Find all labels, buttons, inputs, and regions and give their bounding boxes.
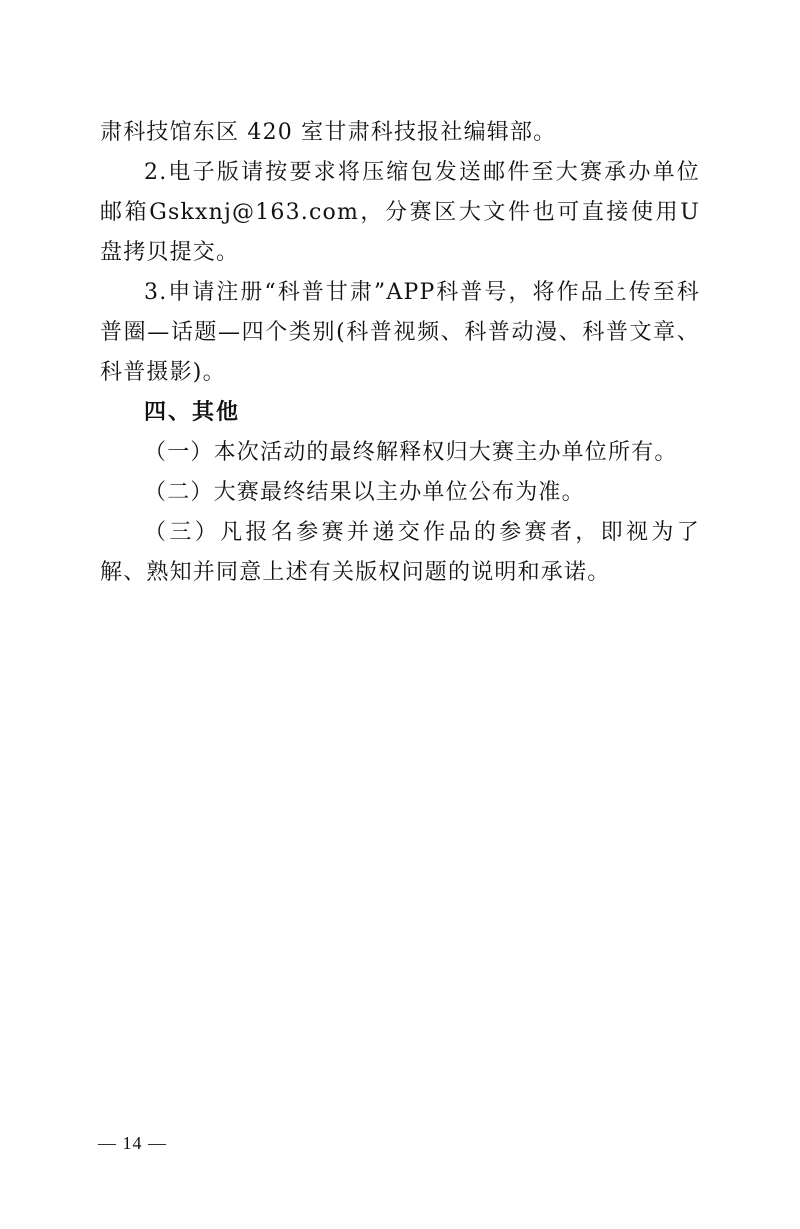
paragraph-electronic-submission: 2.电子版请按要求将压缩包发送邮件至大赛承办单位邮箱Gskxnj@163.com，分赛区大文件也可直接使用U盘拷贝提交。 bbox=[100, 160, 700, 265]
section-heading-other: 四、其他 bbox=[144, 400, 241, 425]
list-item: （二）大赛最终结果以主办单位公布为准。 bbox=[144, 480, 585, 505]
document-body bbox=[100, 113, 700, 593]
list-item: （三）凡报名参赛并递交作品的参赛者，即视为了解、熟知并同意上述有关版权问题的说明和承诺。 bbox=[100, 520, 700, 585]
paragraph-address-continued: 肃科技馆东区 420 室甘肃科技报社编辑部。 bbox=[100, 120, 557, 145]
page-number: — 14 — bbox=[98, 1133, 167, 1153]
paragraph-app-upload: 3.申请注册“科普甘肃”APP科普号，将作品上传至科普圈—话题—四个类别(科普视频、科普动漫、科普文章、科普摄影)。 bbox=[100, 280, 700, 385]
list-item: （一）本次活动的最终解释权归大赛主办单位所有。 bbox=[144, 440, 678, 465]
